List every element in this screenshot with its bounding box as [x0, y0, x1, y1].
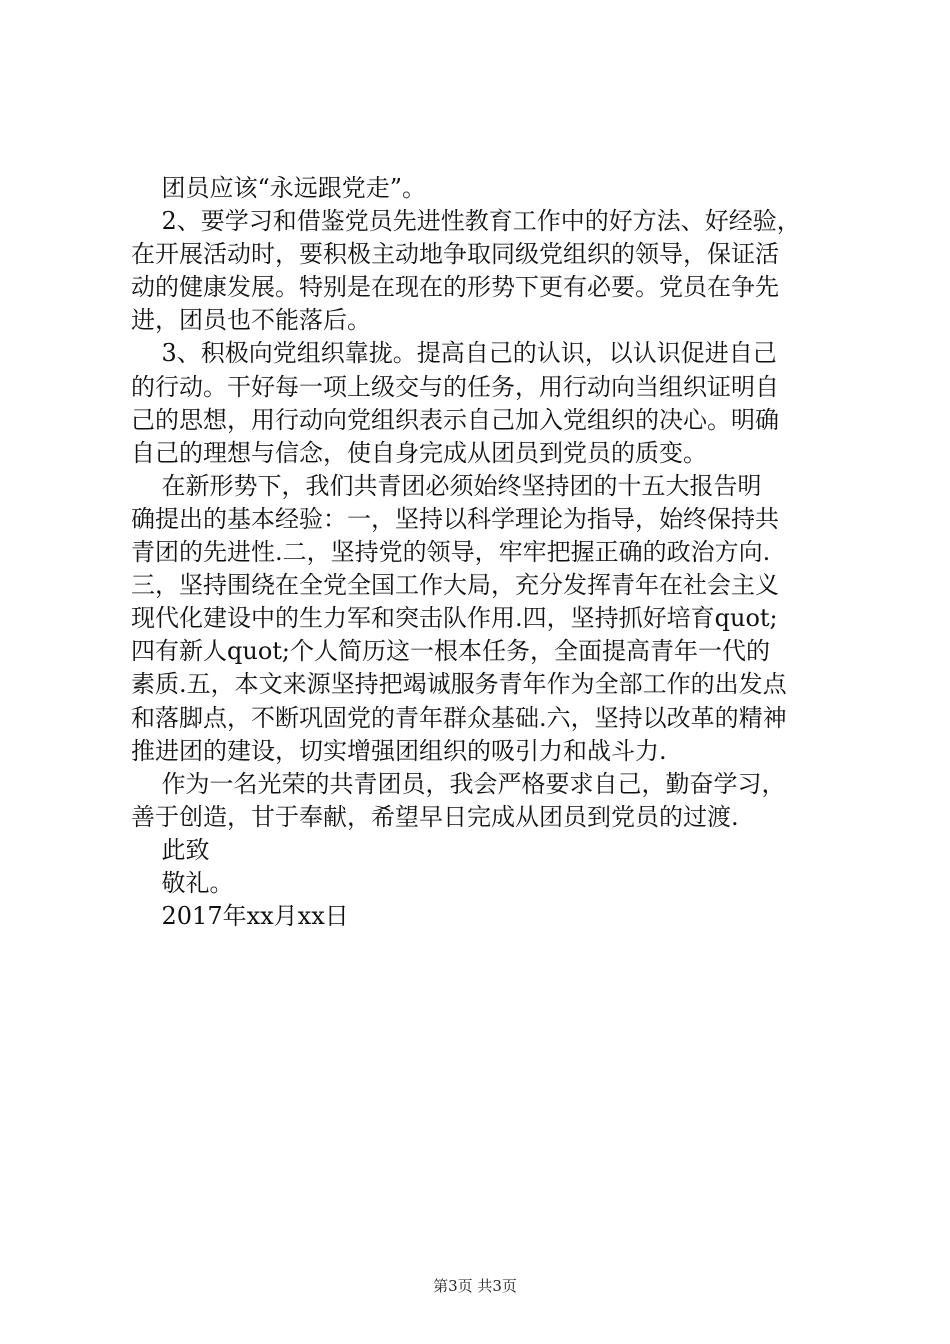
text-line: 四有新人quot;个人简历这一根本任务，全面提高青年一代的: [131, 637, 770, 666]
text-line: 己的思想，用行动向党组织表示自己加入党组织的决心。明确: [131, 405, 779, 434]
text-line: 团员应该“永远跟党走”。: [131, 174, 427, 202]
text-line: 善于创造，甘于奉献，希望早日完成从团员到党员的过渡.: [131, 802, 739, 831]
text-line: 进，团员也不能落后。: [131, 306, 371, 335]
text-line: 动的健康发展。特别是在现在的形势下更有必要。党员在争先: [131, 273, 779, 302]
text-line: 2、要学习和借鉴党员先进性教育工作中的好方法、好经验，: [131, 207, 801, 236]
text-line: 的行动。干好每一项上级交与的任务，用行动向当组织证明自: [131, 372, 779, 401]
text-line: 和落脚点，不断巩固党的青年群众基础.六，坚持以改革的精神: [131, 703, 787, 732]
text-line: 青团的先进性.二，坚持党的领导，牢牢把握正确的政治方向.: [131, 538, 771, 567]
text-line: 作为一名光荣的共青团员，我会严格要求自己，勤奋学习，: [131, 769, 786, 798]
page-number-footer: 第3页 共3页: [433, 1277, 517, 1295]
text-line: 确提出的基本经验：一，坚持以科学理论为指导，始终保持共: [131, 504, 779, 533]
closing-line: 敬礼。: [131, 868, 234, 897]
text-line: 三，坚持围绕在全党全国工作大局，充分发挥青年在社会主义: [131, 571, 779, 600]
text-line: 现代化建设中的生力军和突击队作用.四，坚持抓好培育quot;: [131, 604, 778, 633]
document-body: [131, 172, 837, 933]
date-line: 2017年xx月xx日: [131, 902, 349, 931]
text-line: 素质.五，本文来源坚持把竭诚服务青年作为全部工作的出发点: [131, 670, 787, 699]
closing-line: 此致: [131, 835, 210, 864]
text-line: 在新形势下，我们共青团必须始终坚持团的十五大报告明: [131, 471, 762, 500]
text-line: 在开展活动时，要积极主动地争取同级党组织的领导，保证活: [131, 240, 779, 269]
text-line: 3、积极向党组织靠拢。提高自己的认识，以认识促进自己: [131, 339, 777, 368]
text-line: 推进团的建设，切实增强团组织的吸引力和战斗力.: [131, 736, 667, 765]
text-line: 自己的理想与信念，使自身完成从团员到党员的质变。: [131, 438, 707, 467]
